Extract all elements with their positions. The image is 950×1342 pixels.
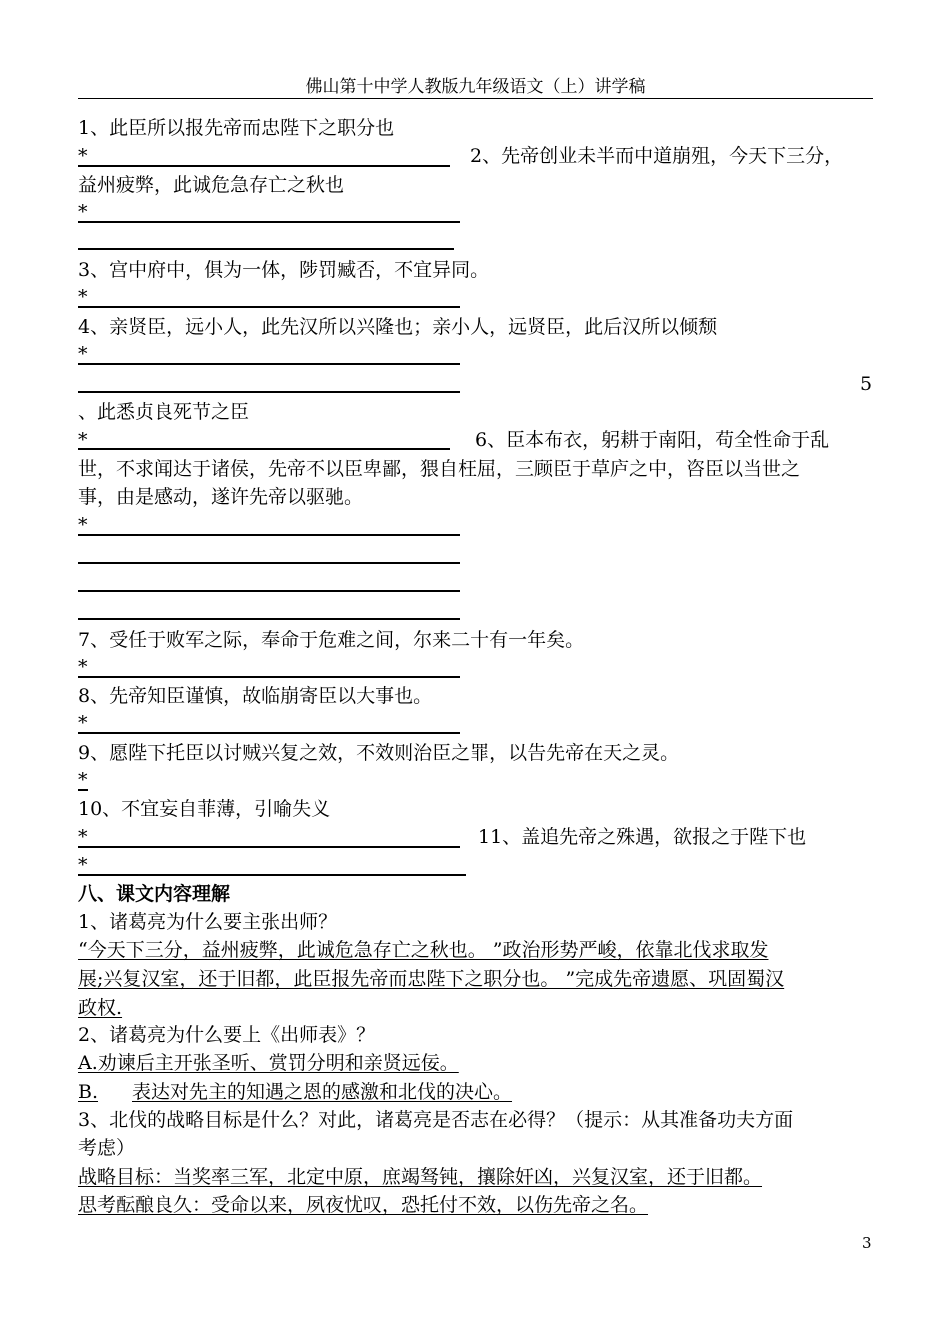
answer-line [78, 534, 460, 536]
answer-line [78, 306, 460, 308]
item-7-text: 7、受任于败军之际，奉命于危难之间，尔来二十有一年矣。 [78, 629, 585, 651]
header-rule [78, 98, 873, 99]
section-title: 八、课文内容理解 [78, 883, 231, 905]
answer-line [78, 391, 460, 393]
item-2-text-a: 2、先帝创业未半而中道崩殂，今天下三分， [470, 145, 844, 167]
answer-line [78, 363, 460, 365]
answer-star: * [78, 514, 88, 536]
question-2: 2、诸葛亮为什么要上《出师表》？ [78, 1024, 376, 1046]
page-header-title: 佛山第十中学人教版九年级语文（上）讲学稿 [305, 77, 646, 97]
question-3-line-a: 3、北伐的战略目标是什么？对此，诸葛亮是否志在必得？（提示：从其准备功夫方面 [78, 1109, 794, 1131]
item-2-text-b: 益州疲弊，此诚危急存亡之秋也 [78, 174, 345, 196]
answer-line [78, 676, 460, 678]
page-number: 3 [862, 1234, 872, 1252]
item-6-text-b: 世，不求闻达于诸侯，先帝不以臣卑鄙，猥自枉屈，三顾臣于草庐之中，咨臣以当世之 [78, 458, 801, 480]
answer-star: * [78, 201, 88, 223]
item-5-number: 5 [860, 373, 873, 395]
answer-1-line-c: 政权. [78, 997, 123, 1019]
item-4-text: 4、亲贤臣，远小人，此先汉所以兴隆也；亲小人，远贤臣，此后汉所以倾颓 [78, 316, 718, 338]
item-6-text-c: 事，由是感动，遂许先帝以驱驰。 [78, 486, 364, 508]
answer-1-line-b: 展;兴复汉室，还于旧都，此臣报先帝而忠陛下之职分也。 ”完成先帝遗愿、巩固蜀汉 [78, 968, 785, 990]
item-8-text: 8、先帝知臣谨慎，故临崩寄臣以大事也。 [78, 685, 433, 707]
answer-line [78, 846, 460, 848]
answer-star: * [78, 826, 88, 848]
answer-line [78, 221, 460, 223]
question-1: 1、诸葛亮为什么要主张出师？ [78, 911, 338, 933]
answer-line [78, 248, 454, 250]
item-6-text-a: 6、臣本布衣，躬耕于南阳，苟全性命于乱 [475, 429, 830, 451]
answer-line [78, 618, 460, 620]
answer-3-line-a: 战略目标：当奖率三军，北定中原，庶竭驽钝，攘除奸凶，兴复汉室，还于旧都。 [78, 1166, 763, 1188]
answer-2-b-label: B. [78, 1081, 99, 1103]
answer-line [78, 874, 466, 876]
item-5-text: 、此悉贞良死节之臣 [78, 401, 250, 423]
answer-star: * [78, 656, 88, 678]
answer-line [78, 165, 450, 167]
answer-1-line-a: “今天下三分，益州疲弊，此诚危急存亡之秋也。 ”政治形势严峻，依靠北伐求取发 [78, 939, 769, 961]
item-10-text: 10、不宜妄自菲薄，引喻失义 [78, 798, 331, 820]
answer-star: * [78, 343, 88, 365]
answer-star: * [78, 429, 88, 451]
answer-line [78, 448, 450, 450]
answer-star: * [78, 145, 88, 167]
answer-line [78, 590, 460, 592]
question-3-line-b: 考虑） [78, 1137, 136, 1159]
answer-2-a: A.劝谏后主开张圣听、赏罚分明和亲贤远佞。 [78, 1052, 459, 1074]
answer-star: * [78, 286, 88, 308]
answer-line [78, 732, 460, 734]
answer-3-line-b: 思考酝酿良久：受命以来，夙夜忧叹，恐托付不效，以伤先帝之名。 [78, 1194, 649, 1216]
item-1-text: 1、此臣所以报先帝而忠陛下之职分也 [78, 117, 395, 139]
item-9-text: 9、愿陛下托臣以讨贼兴复之效，不效则治臣之罪，以告先帝在天之灵。 [78, 742, 680, 764]
item-3-text: 3、宫中府中，俱为一体，陟罚臧否，不宜异同。 [78, 259, 490, 281]
answer-line [78, 789, 88, 791]
answer-star: * [78, 712, 88, 734]
answer-2-b: 表达对先主的知遇之恩的感激和北伐的决心。 [132, 1081, 513, 1103]
answer-line [78, 562, 460, 564]
answer-star: * [78, 769, 88, 791]
item-11-text: 11、盖追先帝之殊遇，欲报之于陛下也 [478, 826, 807, 848]
answer-star: * [78, 854, 88, 876]
